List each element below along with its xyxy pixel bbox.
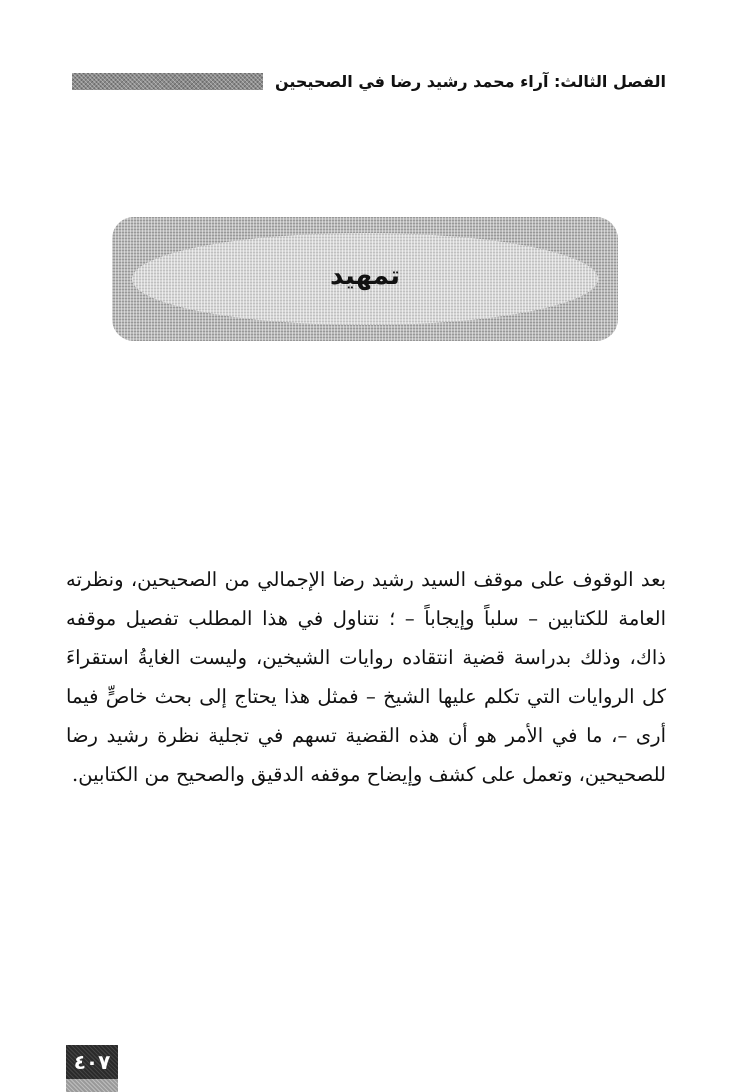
body-paragraph: بعد الوقوف على موقف السيد رشيد رضا الإجمالي من الصحيحين، ونظرته العامة للكتابين – سلباً وإيجاباً – ؛ نتناول في هذا المطلب تفصيل موقفه ذاك، وذلك بدراسة قضية انتقاده روايات الشيخين، وليست الغايةُ استقراءَ كل الروايات التي تكلم عليها الشيخ – فمثل هذا يحتاج إلى بحث خاصٍّ فيما أرى –، ما في الأمر هو أن هذه القضية تسهم في تجلية نظرة رشيد رضا للصحيحين، وتعمل على كشف وإيضاح موقفه الدقيق والصحيح من الكتابين. — [66, 567, 666, 786]
page-number: ٤٠٧ — [66, 1045, 118, 1079]
chapter-title: الفصل الثالث: آراء محمد رشيد رضا في الصحيحين — [274, 71, 666, 91]
section-heading: تمهيد — [330, 261, 400, 291]
page-number-shade — [66, 1079, 118, 1092]
header-shade-bar — [72, 73, 263, 90]
section-heading-box — [112, 217, 618, 341]
running-header — [72, 68, 666, 94]
